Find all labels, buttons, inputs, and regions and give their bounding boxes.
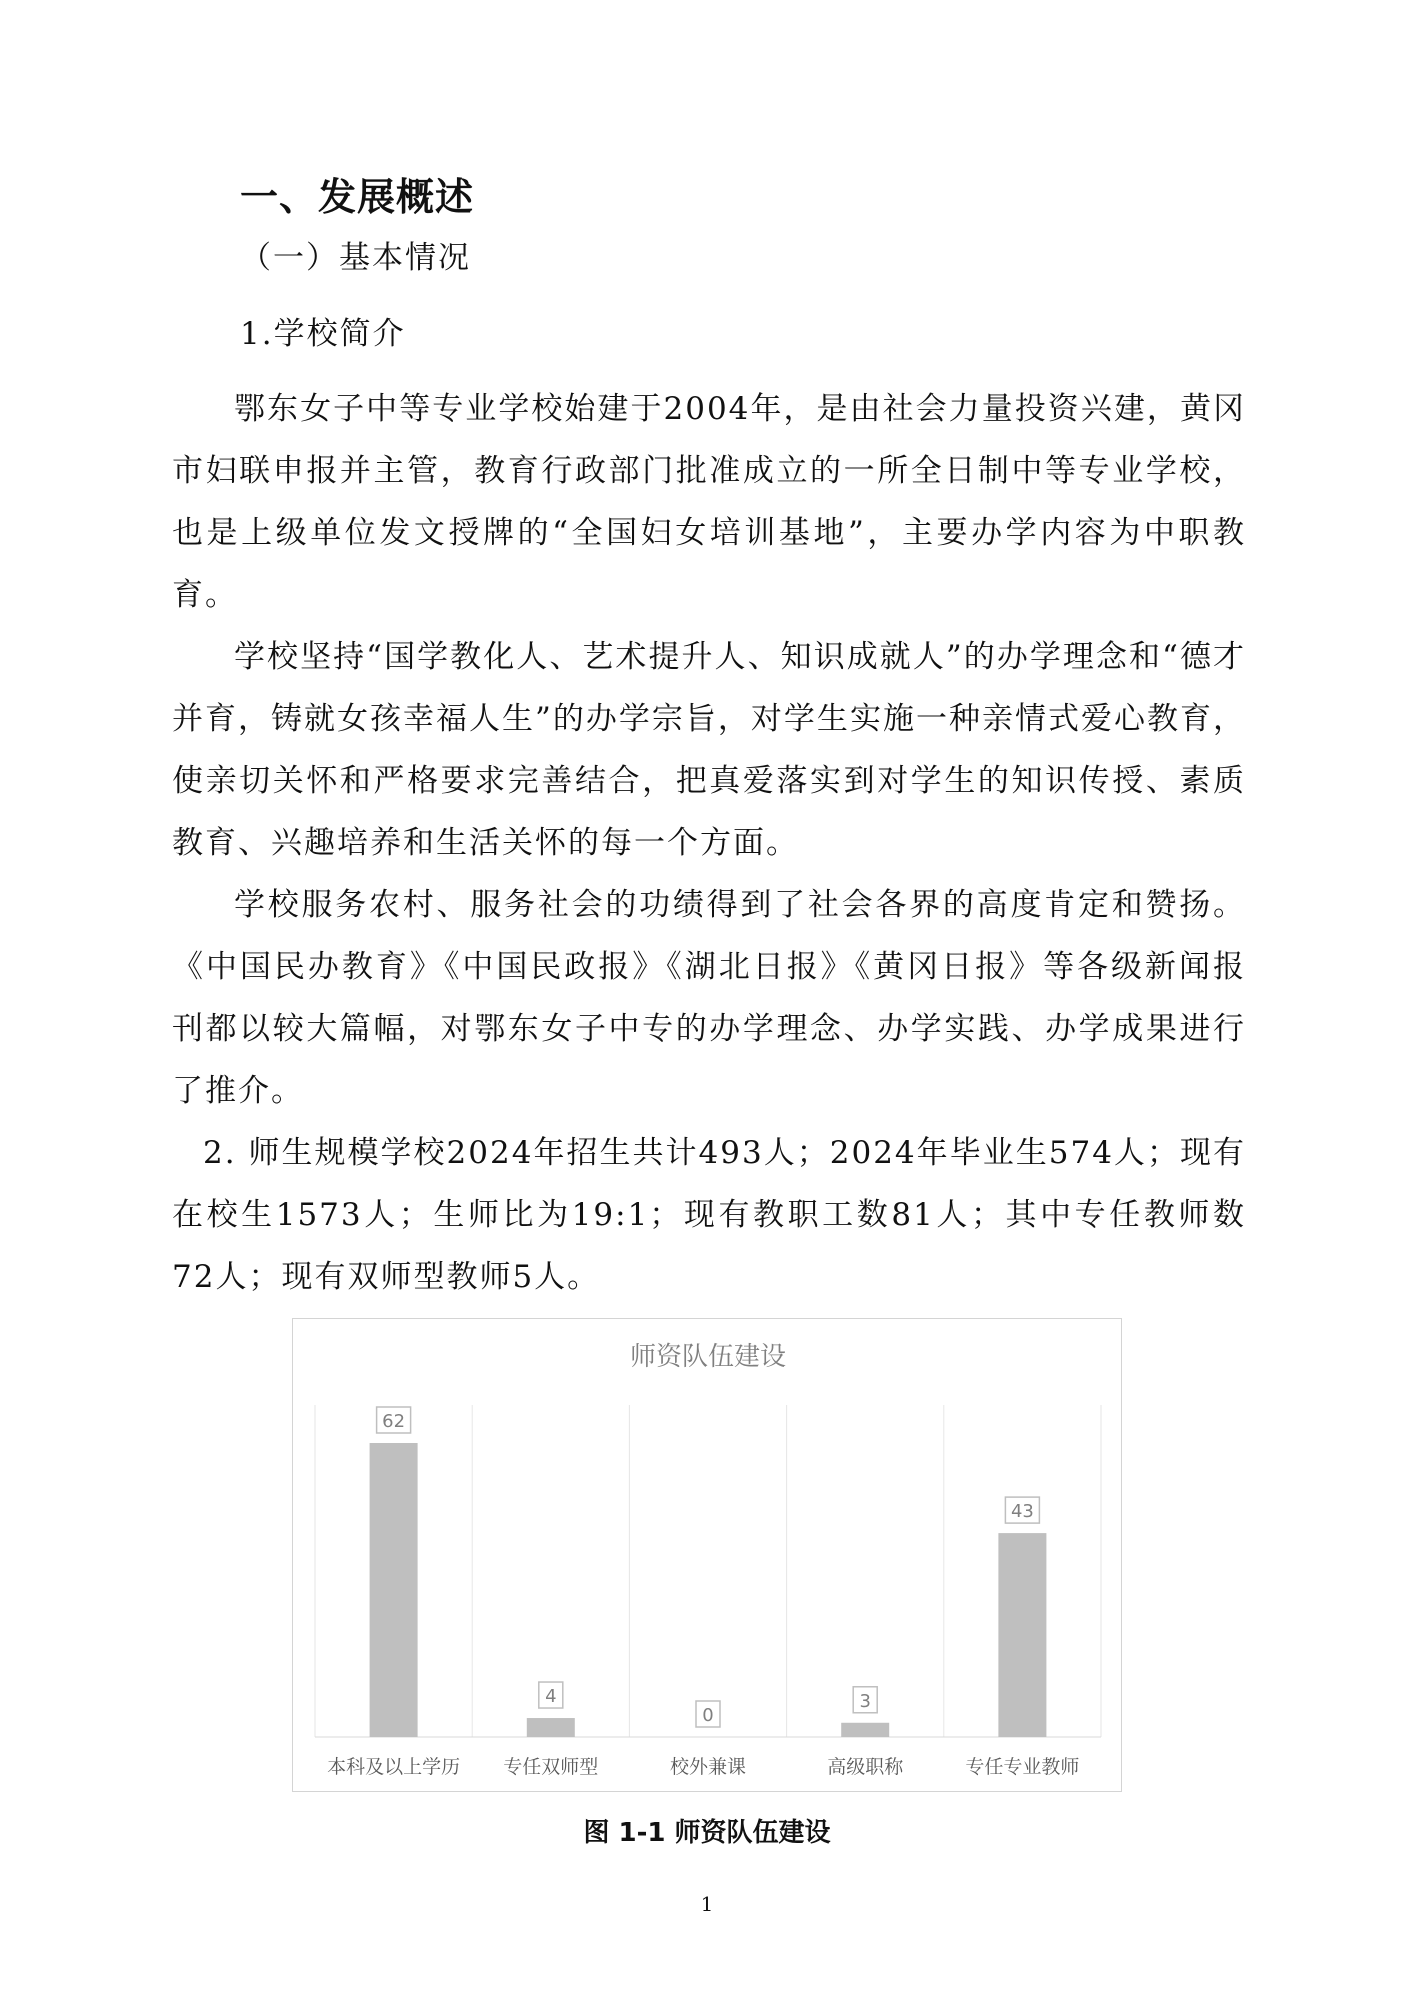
item-heading: 1.学校简介 — [240, 316, 406, 352]
paragraph-scale: 2. 师生规模学校2024年招生共计493人；2024年毕业生574人；现有在校生1573人；生师比为19:1；现有教职工数81人；其中专任教师数72人；现有双师型教师5人。 — [172, 1135, 1246, 1295]
bar-2 — [527, 1718, 575, 1737]
category-label-4: 高级职称 — [827, 1756, 904, 1778]
category-label-3: 校外兼课 — [669, 1756, 747, 1778]
category-label-2: 专任双师型 — [503, 1756, 599, 1778]
bar-4 — [841, 1723, 889, 1737]
section-heading: 一、发展概述 — [240, 175, 475, 219]
figure-caption: 图 1-1 师资队伍建设 — [583, 1818, 831, 1848]
data-label-5: 43 — [1010, 1501, 1034, 1523]
bar-1 — [370, 1443, 418, 1737]
category-label-5: 专任专业教师 — [965, 1756, 1080, 1778]
chart-title: 师资队伍建设 — [629, 1342, 787, 1372]
data-label-1: 62 — [382, 1411, 406, 1432]
paragraph-philosophy: 学校坚持“国学教化人、艺术提升人、知识成就人”的办学理念和“德才并育，铸就女孩幸福人生”的办学宗旨，对学生实施一种亲情式爱心教育，使亲切关怀和严格要求完善结合，把真爱落实到对学生的知识传授、素质教育、兴趣培养和生活关怀的每一个方面。 — [172, 639, 1246, 861]
paragraph-recognition: 学校服务农村、服务社会的功绩得到了社会各界的高度肯定和赞扬。《中国民办教育》《中国民政报》《湖北日报》《黄冈日报》等各级新闻报刊都以较大篇幅，对鄂东女子中专的办学理念、办学实践、办学成果进行了推介。 — [172, 887, 1246, 1109]
bar-5 — [998, 1533, 1046, 1737]
bar-chart — [292, 1318, 1122, 1792]
chart-svg — [293, 1319, 1123, 1793]
data-label-4: 3 — [859, 1690, 871, 1712]
subsection-heading: （一）基本情况 — [240, 240, 471, 276]
data-label-3: 0 — [702, 1705, 714, 1726]
data-label-2: 4 — [545, 1686, 557, 1708]
paragraph-school-intro: 鄂东女子中等专业学校始建于2004年，是由社会力量投资兴建，黄冈市妇联申报并主管，教育行政部门批准成立的一所全日制中等专业学校，也是上级单位发文授牌的“全国妇女培训基地”，主要办学内容为中职教育。 — [172, 391, 1246, 613]
category-label-1: 本科及以上学历 — [327, 1756, 461, 1778]
page-number: 1 — [700, 1892, 714, 1916]
